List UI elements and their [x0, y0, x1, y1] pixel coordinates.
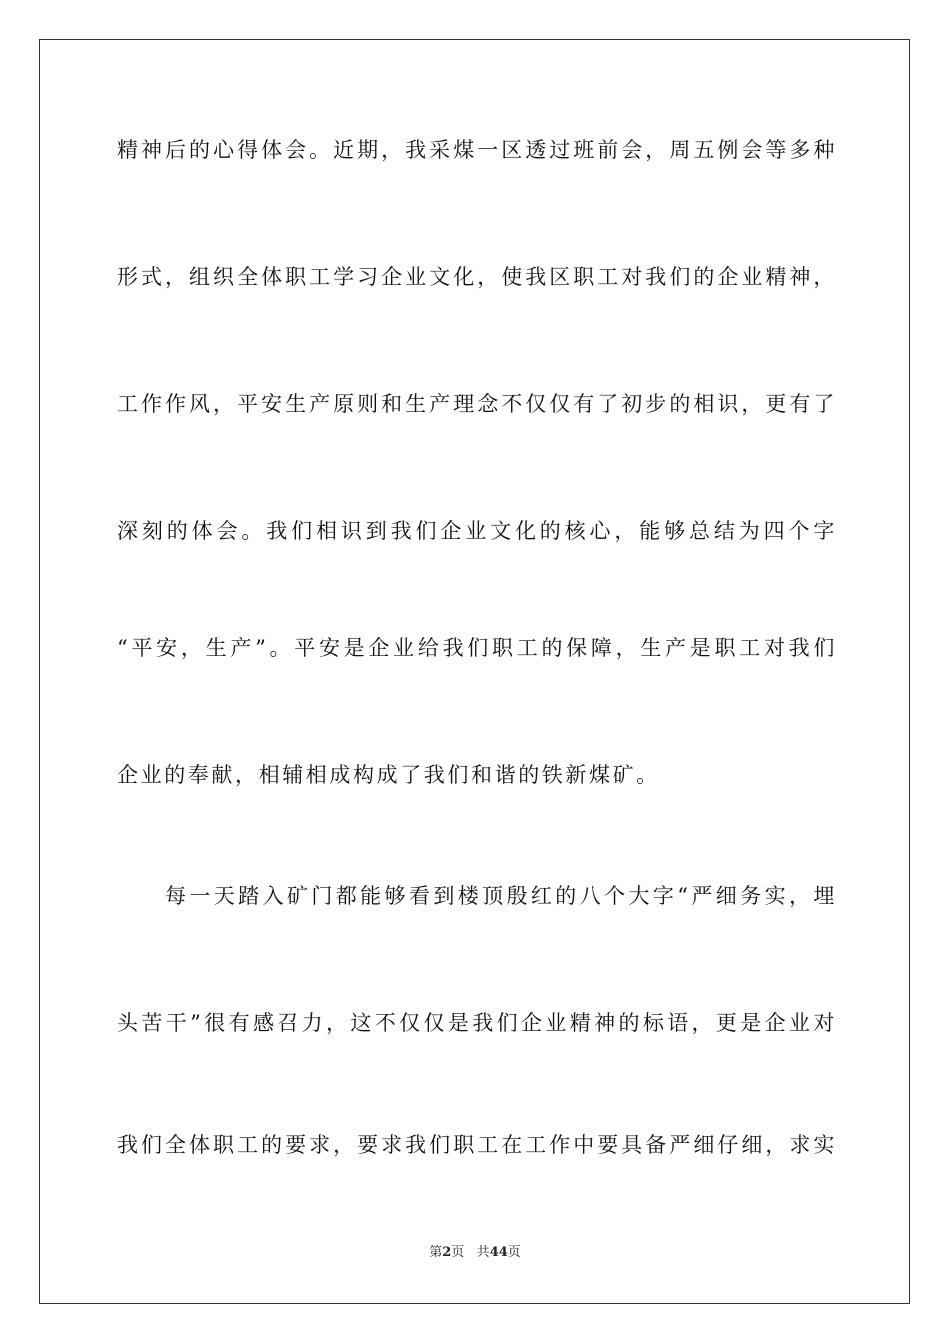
body-line-7: 每一天踏入矿门都能够看到楼顶殷红的八个大字“严细务实，埋 [165, 884, 837, 908]
page-border [39, 39, 910, 1304]
footer-page-number: 2 [442, 1245, 452, 1260]
footer-total-prefix: 共 [476, 1245, 490, 1260]
body-line-2: 形式，组织全体职工学习企业文化，使我区职工对我们的企业精神， [117, 265, 837, 289]
body-line-9: 我们全体职工的要求，要求我们职工在工作中要具备严细仔细，求实 [117, 1133, 837, 1157]
body-line-1: 精神后的心得体会。近期，我采煤一区透过班前会，周五例会等多种 [117, 138, 837, 162]
body-line-8: 头苦干”很有感召力，这不仅仅是我们企业精神的标语，更是企业对 [117, 1011, 837, 1035]
body-line-6: 企业的奉献，相辅相成构成了我们和谐的铁新煤矿。 [117, 763, 660, 787]
page-footer [0, 1245, 950, 1261]
footer-total-pages: 44 [489, 1245, 508, 1260]
body-line-3: 工作作风，平安生产原则和生产理念不仅仅有了初步的相识，更有了 [117, 392, 837, 416]
footer-page-suffix: 页 [451, 1245, 465, 1260]
footer-total-suffix: 页 [507, 1245, 521, 1260]
footer-page-prefix: 第 [429, 1245, 443, 1260]
body-line-5: “平安，生产”。平安是企业给我们职工的保障，生产是职工对我们 [117, 636, 837, 660]
body-line-4: 深刻的体会。我们相识到我们企业文化的核心，能够总结为四个字 [117, 519, 837, 543]
